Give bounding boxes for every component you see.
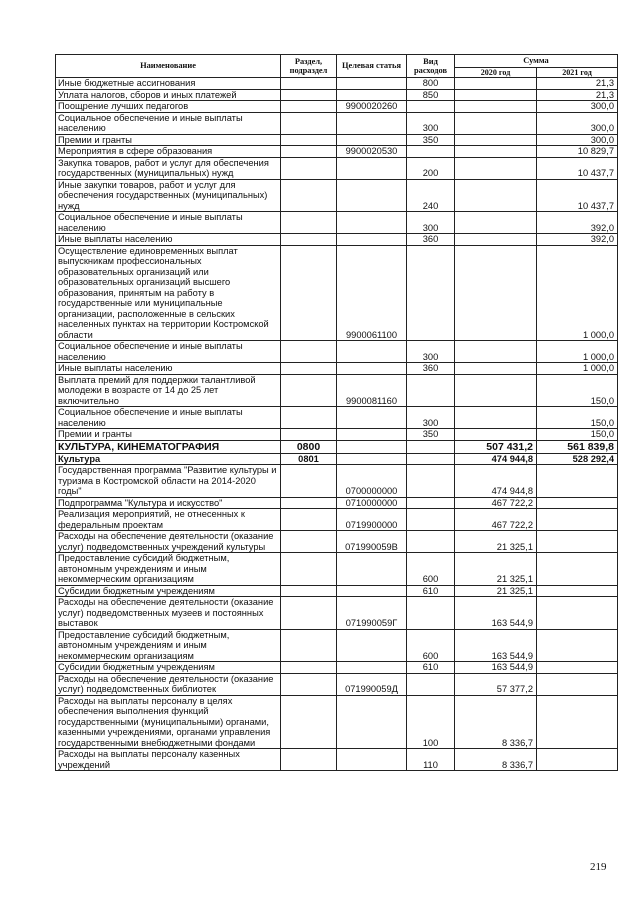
cell-name: Мероприятия в сфере образования [56,146,281,158]
cell-name: Иные выплаты населению [56,234,281,246]
table-row [56,157,618,179]
cell-type [407,531,455,553]
cell-name: Государственная программа "Развитие культуры и туризма в Костромской области на 2014-2020 годы" [56,465,281,498]
table-row [56,146,618,158]
table-row [56,585,618,597]
table-row [56,212,618,234]
cell-type [407,146,455,158]
cell-2020: 507 431,2 [455,440,537,453]
cell-2020: 163 544,9 [455,662,537,674]
cell-2021: 10 437,7 [537,157,618,179]
cell-2020: 467 722,2 [455,509,537,531]
cell-2021 [537,553,618,586]
cell-section [281,89,337,101]
cell-2020: 163 544,9 [455,597,537,630]
cell-type [407,465,455,498]
cell-2020 [455,429,537,441]
cell-2020: 474 944,8 [455,465,537,498]
header-year-2021: 2021 год [537,67,618,78]
cell-target [337,157,407,179]
table-row [56,662,618,674]
cell-name: Социальное обеспечение и иные выплаты населению [56,212,281,234]
cell-target [337,662,407,674]
cell-2021 [537,673,618,695]
cell-name: КУЛЬТУРА, КИНЕМАТОГРАФИЯ [56,440,281,453]
cell-2021: 1 000,0 [537,245,618,341]
cell-name: Иные закупки товаров, работ и услуг для обеспечения государственных (муниципальных) нужд [56,179,281,212]
cell-2021: 10 829,7 [537,146,618,158]
cell-target: 0710000000 [337,497,407,509]
cell-section [281,465,337,498]
cell-section [281,245,337,341]
table-row [56,363,618,375]
table-row [56,695,618,749]
cell-section [281,585,337,597]
cell-2020: 163 544,9 [455,629,537,662]
cell-target: 0719900000 [337,509,407,531]
cell-type: 300 [407,407,455,429]
cell-2021 [537,662,618,674]
cell-type: 600 [407,629,455,662]
table-row [56,341,618,363]
cell-section [281,749,337,771]
cell-type: 350 [407,429,455,441]
cell-name: Выплата премий для поддержки талантливой молодежи в возрасте от 14 до 25 лет включительно [56,374,281,407]
cell-section [281,134,337,146]
cell-section [281,179,337,212]
cell-section [281,363,337,375]
cell-target: 0700000000 [337,465,407,498]
cell-target: 071990059В [337,531,407,553]
cell-target [337,212,407,234]
cell-section [281,429,337,441]
cell-2020: 474 944,8 [455,453,537,465]
cell-name: Премии и гранты [56,429,281,441]
cell-type: 850 [407,89,455,101]
cell-name: Закупка товаров, работ и услуг для обеспечения государственных (муниципальных) нужд [56,157,281,179]
cell-name: Расходы на обеспечение деятельности (оказание услуг) подведомственных учреждений культуры [56,531,281,553]
header-sum: Сумма [455,55,618,68]
cell-2020 [455,374,537,407]
cell-type: 800 [407,78,455,90]
cell-target [337,629,407,662]
cell-2021: 150,0 [537,429,618,441]
cell-target [337,695,407,749]
cell-2020: 57 377,2 [455,673,537,695]
cell-name: Иные выплаты населению [56,363,281,375]
cell-2020 [455,89,537,101]
cell-target [337,429,407,441]
cell-type: 300 [407,341,455,363]
table-header [56,55,618,78]
table-row [56,440,618,453]
cell-2020: 8 336,7 [455,695,537,749]
cell-2021: 392,0 [537,212,618,234]
cell-type: 600 [407,553,455,586]
cell-name: Социальное обеспечение и иные выплаты населению [56,112,281,134]
cell-section [281,531,337,553]
table-row [56,112,618,134]
cell-2021: 300,0 [537,112,618,134]
cell-2020 [455,179,537,212]
cell-2020 [455,363,537,375]
table-row [56,497,618,509]
cell-type: 100 [407,695,455,749]
cell-2021: 150,0 [537,407,618,429]
table-row [56,179,618,212]
cell-section [281,234,337,246]
cell-name: Расходы на выплаты персоналу казенных учреждений [56,749,281,771]
table-row [56,553,618,586]
cell-target: 9900061100 [337,245,407,341]
cell-section [281,553,337,586]
cell-name: Подпрограмма "Культура и искусство" [56,497,281,509]
cell-type: 300 [407,112,455,134]
cell-target: 9900020260 [337,101,407,113]
cell-name: Социальное обеспечение и иные выплаты населению [56,341,281,363]
cell-section [281,695,337,749]
cell-type: 350 [407,134,455,146]
cell-section: 0800 [281,440,337,453]
cell-2021: 21,3 [537,78,618,90]
cell-name: Иные бюджетные ассигнования [56,78,281,90]
cell-name: Субсидии бюджетным учреждениям [56,585,281,597]
cell-2021: 1 000,0 [537,363,618,375]
cell-2020: 21 325,1 [455,553,537,586]
cell-name: Социальное обеспечение и иные выплаты населению [56,407,281,429]
table-row [56,629,618,662]
cell-2021 [537,465,618,498]
cell-2021 [537,629,618,662]
cell-type: 110 [407,749,455,771]
cell-section [281,374,337,407]
cell-2021: 561 839,8 [537,440,618,453]
cell-2021 [537,531,618,553]
cell-target [337,112,407,134]
cell-name: Уплата налогов, сборов и иных платежей [56,89,281,101]
cell-2020 [455,407,537,429]
cell-type [407,245,455,341]
cell-2021: 10 437,7 [537,179,618,212]
cell-section: 0801 [281,453,337,465]
table-row [56,465,618,498]
cell-target [337,234,407,246]
budget-table [55,54,618,771]
table-row [56,245,618,341]
cell-name: Премии и гранты [56,134,281,146]
cell-type [407,101,455,113]
cell-2020: 21 325,1 [455,585,537,597]
cell-section [281,101,337,113]
cell-type: 360 [407,234,455,246]
cell-section [281,341,337,363]
cell-name: Расходы на обеспечение деятельности (оказание услуг) подведомственных музеев и постоянных выставок [56,597,281,630]
header-type: Вид расходов [407,55,455,78]
cell-type: 610 [407,662,455,674]
cell-2020 [455,146,537,158]
header-name: Наименование [56,55,281,78]
cell-target [337,749,407,771]
cell-name: Культура [56,453,281,465]
cell-2020: 467 722,2 [455,497,537,509]
cell-target: 071990059Г [337,597,407,630]
table-row [56,101,618,113]
table-row [56,374,618,407]
cell-type [407,497,455,509]
cell-section [281,597,337,630]
cell-target [337,179,407,212]
cell-2020 [455,101,537,113]
cell-name: Субсидии бюджетным учреждениям [56,662,281,674]
cell-name: Предоставление субсидий бюджетным, автономным учреждениям и иным некоммерческим организациям [56,553,281,586]
cell-section [281,629,337,662]
cell-2021: 300,0 [537,101,618,113]
cell-type: 360 [407,363,455,375]
cell-2021: 392,0 [537,234,618,246]
cell-target [337,134,407,146]
cell-2021: 300,0 [537,134,618,146]
cell-target [337,363,407,375]
cell-2021 [537,695,618,749]
cell-2021 [537,497,618,509]
cell-type [407,509,455,531]
cell-name: Осуществление единовременных выплат выпускникам профессиональных образовательных организаций или образовательных организаций высшего образования, принятым на работу в государственные или муниципальные организации, расположенные в сельских населенных пунктах на территории Костромской области [56,245,281,341]
cell-section [281,78,337,90]
cell-type [407,597,455,630]
header-target: Целевая статья [337,55,407,78]
cell-section [281,407,337,429]
cell-type: 610 [407,585,455,597]
cell-2020 [455,134,537,146]
cell-section [281,497,337,509]
table-row [56,407,618,429]
cell-type [407,440,455,453]
cell-section [281,509,337,531]
cell-2021: 528 292,4 [537,453,618,465]
cell-target [337,585,407,597]
cell-target [337,407,407,429]
cell-target [337,553,407,586]
cell-2020 [455,157,537,179]
cell-target [337,453,407,465]
page-number: 219 [590,861,607,873]
table-row [56,673,618,695]
table-row [56,531,618,553]
cell-2020 [455,234,537,246]
cell-2020: 8 336,7 [455,749,537,771]
cell-2020: 21 325,1 [455,531,537,553]
table-body [56,78,618,771]
table-row [56,749,618,771]
cell-section [281,673,337,695]
header-section: Раздел, подраздел [281,55,337,78]
cell-2021 [537,749,618,771]
table-row [56,89,618,101]
cell-target [337,440,407,453]
cell-target [337,78,407,90]
cell-target: 9900020530 [337,146,407,158]
cell-name: Предоставление субсидий бюджетным, автономным учреждениям и иным некоммерческим организациям [56,629,281,662]
cell-name: Реализация мероприятий, не отнесенных к федеральным проектам [56,509,281,531]
table-row [56,509,618,531]
cell-section [281,212,337,234]
table-row [56,453,618,465]
cell-2021: 21,3 [537,89,618,101]
cell-section [281,662,337,674]
cell-2021 [537,509,618,531]
table-row [56,78,618,90]
cell-2021: 1 000,0 [537,341,618,363]
cell-name: Поощрение лучших педагогов [56,101,281,113]
cell-2020 [455,78,537,90]
cell-target [337,89,407,101]
cell-2020 [455,341,537,363]
cell-type: 240 [407,179,455,212]
cell-name: Расходы на выплаты персоналу в целях обеспечения выполнения функций государственными (муниципальными) органами, казенными учреждениями, органами управления государственными внебюджетными фондами [56,695,281,749]
table-row [56,597,618,630]
cell-section [281,146,337,158]
cell-type: 200 [407,157,455,179]
table-row [56,429,618,441]
cell-2020 [455,212,537,234]
cell-2021: 150,0 [537,374,618,407]
cell-name: Расходы на обеспечение деятельности (оказание услуг) подведомственных библиотек [56,673,281,695]
cell-section [281,112,337,134]
cell-type: 300 [407,212,455,234]
cell-2020 [455,112,537,134]
cell-type [407,453,455,465]
cell-2020 [455,245,537,341]
header-year-2020: 2020 год [455,67,537,78]
table-row [56,134,618,146]
cell-target: 9900081160 [337,374,407,407]
cell-2021 [537,597,618,630]
cell-type [407,673,455,695]
table-row [56,234,618,246]
cell-target: 071990059Д [337,673,407,695]
cell-target [337,341,407,363]
cell-section [281,157,337,179]
cell-type [407,374,455,407]
cell-2021 [537,585,618,597]
